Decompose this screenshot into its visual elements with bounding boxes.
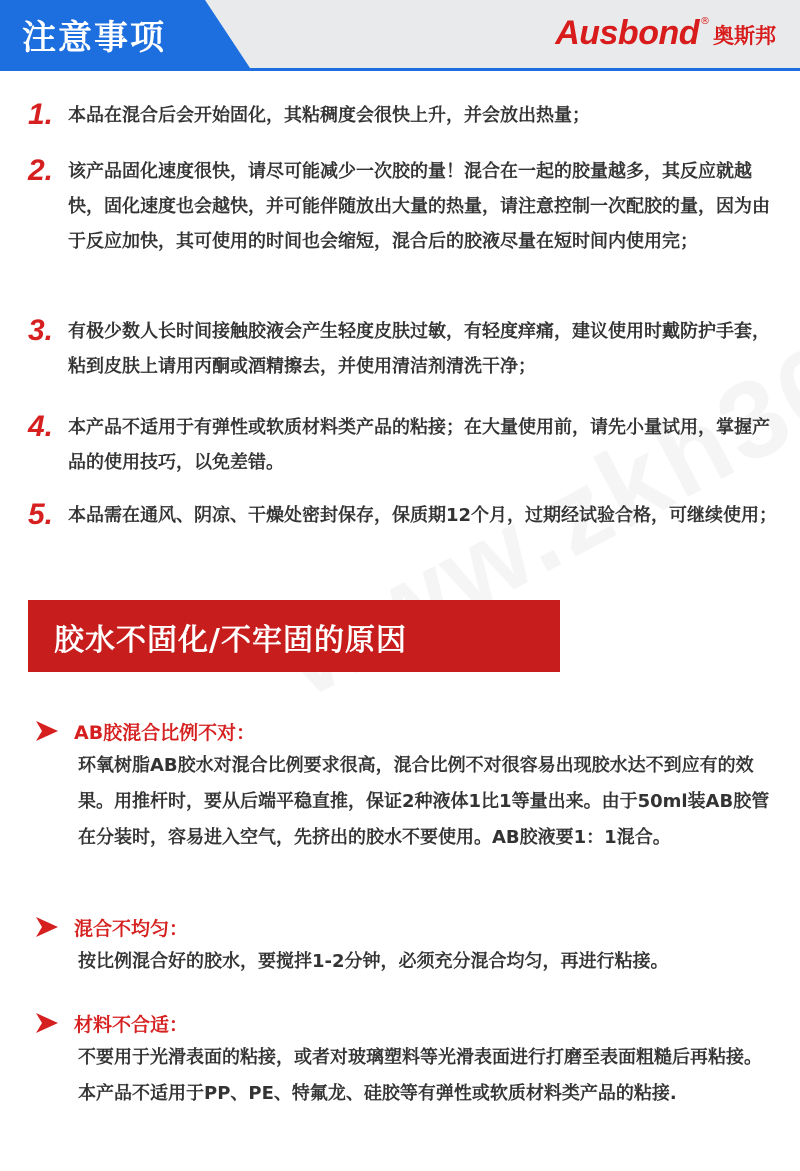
brand-logo (555, 16, 776, 50)
reason-label: AB胶混合比例不对： (74, 721, 256, 744)
logo-text: Ausbond (555, 14, 699, 52)
notice-text: 本品需在通风、阴凉、干燥处密封保存，保质期12个月，过期经试验合格，可继续使用； (68, 505, 778, 526)
reason-item-2 (36, 910, 776, 980)
notice-number: 2. (28, 154, 54, 187)
notice-item-2 (28, 154, 778, 259)
page-title: 注意事项 (22, 18, 166, 58)
reason-header (36, 714, 776, 748)
section-banner (28, 600, 560, 672)
header-divider (0, 68, 800, 71)
logo-registered-mark: ® (700, 16, 710, 27)
reason-label: 混合不均匀： (74, 917, 189, 940)
notice-text: 有极少数人长时间接触胶液会产生轻度皮肤过敏，有轻度痒痛，建议使用时戴防护手套，粘到皮肤上请用丙酮或酒精擦去，并使用清洁剂清洗干净； (68, 321, 770, 377)
notice-number: 3. (28, 314, 54, 347)
notice-number: 1. (28, 98, 54, 131)
reason-label: 材料不合适： (74, 1013, 189, 1036)
notice-item-5 (28, 498, 778, 533)
reason-text: 不要用于光滑表面的粘接，或者对玻璃塑料等光滑表面进行打磨至表面粗糙后再粘接。本产品不适用于PP、PE、特氟龙、硅胶等有弹性或软质材料类产品的粘接. (78, 1047, 762, 1104)
notice-text: 该产品固化速度很快，请尽可能减少一次胶的量！混合在一起的胶量越多，其反应就越快，固化速度也会越快，并可能伴随放出大量的热量，请注意控制一次配胶的量，因为由于反应加快，其可使用的时间也会缩短，混合后的胶液尽量在短时间内使用完； (68, 161, 770, 252)
logo-chinese-name: 奥斯邦 (713, 24, 776, 48)
arrow-right-icon (36, 1013, 58, 1033)
reason-text: 环氧树脂AB胶水对混合比例要求很高，混合比例不对很容易出现胶水达不到应有的效果。用推杆时，要从后端平稳直推，保证2种液体1比1等量出来。由于50ml装AB胶管在分装时，容易进入空气，先挤出的胶水不要使用。AB胶液要1：1混合。 (78, 755, 770, 848)
notice-text: 本品在混合后会开始固化，其粘稠度会很快上升，并会放出热量； (68, 105, 590, 126)
notice-item-1 (28, 98, 778, 133)
notice-number: 5. (28, 498, 54, 531)
arrow-right-icon (36, 917, 58, 937)
notice-item-3 (28, 314, 778, 384)
reason-header (36, 910, 776, 944)
arrow-right-icon (36, 721, 58, 741)
header-bar (0, 0, 800, 68)
reason-header (36, 1006, 776, 1040)
reason-item-3 (36, 1006, 776, 1112)
notice-text: 本产品不适用于有弹性或软质材料类产品的粘接；在大量使用前，请先小量试用，掌握产品的使用技巧，以免差错。 (68, 417, 770, 473)
section-title: 胶水不固化/不牢固的原因 (54, 623, 407, 658)
notice-number: 4. (28, 410, 54, 443)
reason-item-1 (36, 714, 776, 856)
reason-text: 按比例混合好的胶水，要搅拌1-2分钟，必须充分混合均匀，再进行粘接。 (78, 951, 669, 972)
notice-item-4 (28, 410, 778, 480)
